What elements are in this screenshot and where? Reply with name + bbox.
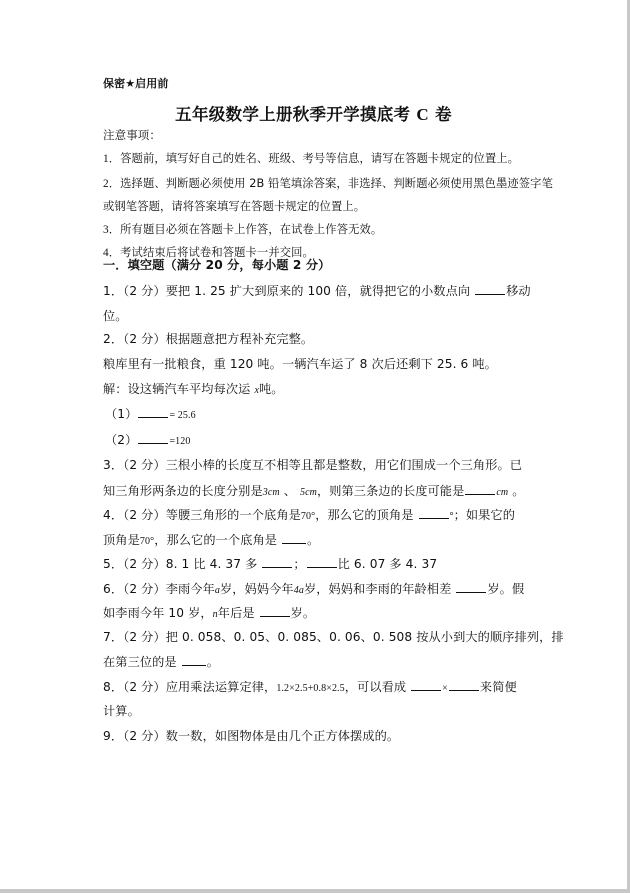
answer-blank[interactable] bbox=[411, 678, 441, 691]
answer-blank[interactable] bbox=[262, 555, 292, 568]
title-text: 五年级数学上册秋季开学摸底考 bbox=[175, 105, 411, 124]
question-1-cont: 位。 bbox=[103, 309, 128, 323]
notice-item-2-cont: 或钢笔答题，请将答案填写在答题卡规定的位置上。 bbox=[103, 200, 366, 213]
notice-item-2: 2．选择题、判断题必须使用 2B 铅笔填涂答案，非选择、判断题必须使用黑色墨迹签字笔 bbox=[103, 177, 553, 190]
answer-blank[interactable] bbox=[282, 531, 306, 544]
math-expression: 1.2×2.5+0.8×2.5 bbox=[276, 683, 345, 694]
question-3-cont: 知三角形两条边的长度分别是3cm 、 5cm，则第三条边的长度可能是 cm 。 bbox=[103, 484, 525, 498]
question-3: 3．（2 分）三根小棒的长度互不相等且都是整数，用它们围成一个三角形。已 bbox=[103, 458, 523, 472]
answer-blank[interactable] bbox=[475, 282, 505, 295]
answer-blank[interactable] bbox=[449, 678, 479, 691]
question-2-eq2: （2） =120 bbox=[105, 433, 191, 447]
question-7-cont: 在第三位的是 。 bbox=[103, 655, 219, 669]
question-2: 2．（2 分）根据题意把方程补充完整。 bbox=[103, 332, 314, 346]
question-9: 9．（2 分）数一数，如图物体是由几个正方体摆成的。 bbox=[103, 729, 400, 743]
answer-blank[interactable] bbox=[138, 431, 168, 444]
answer-blank[interactable] bbox=[419, 506, 449, 519]
notice-item-3: 3．所有题目必须在答题卡上作答，在试卷上作答无效。 bbox=[103, 223, 383, 236]
answer-blank[interactable] bbox=[456, 580, 486, 593]
question-6-cont: 如李雨今年 10 岁，n年后是 岁。 bbox=[103, 606, 316, 620]
notice-item-4: 4．考试结束后将试卷和答题卡一并交回。 bbox=[103, 246, 314, 259]
section-heading: 一．填空题（满分 20 分，每小题 2 分） bbox=[103, 258, 331, 272]
question-2-solution: 解：设这辆汽车平均每次运 x吨。 bbox=[103, 382, 284, 396]
answer-blank[interactable] bbox=[138, 405, 168, 418]
question-1: 1．（2 分）要把 1. 25 扩大到原来的 100 倍，就得把它的小数点向 移动 bbox=[103, 284, 531, 298]
notice-heading: 注意事项： bbox=[103, 128, 161, 142]
question-4: 4．（2 分）等腰三角形的一个底角是70°，那么它的顶角是 °；如果它的 bbox=[103, 508, 516, 522]
title-letter: C bbox=[416, 105, 429, 124]
answer-blank[interactable] bbox=[182, 653, 206, 666]
question-4-cont: 顶角是70°，那么它的一个底角是 。 bbox=[103, 533, 320, 547]
confidential-label: 保密★启用前 bbox=[103, 77, 169, 90]
page-title bbox=[0, 101, 627, 125]
question-8-cont: 计算。 bbox=[103, 704, 140, 718]
question-6: 6．（2 分）李雨今年a岁，妈妈今年4a岁，妈妈和李雨的年龄相差 岁。假 bbox=[103, 582, 525, 596]
question-8: 8．（2 分）应用乘法运算定律，1.2×2.5+0.8×2.5，可以看成 × 来简便 bbox=[103, 680, 517, 694]
answer-blank[interactable] bbox=[260, 604, 290, 617]
notice-item-1: 1．答题前，填写好自己的姓名、班级、考号等信息，请写在答题卡规定的位置上。 bbox=[103, 152, 520, 165]
answer-blank[interactable] bbox=[307, 555, 337, 568]
answer-blank[interactable] bbox=[465, 482, 495, 495]
question-7: 7．（2 分）把 0. 058、0. 05、0. 085、0. 06、0. 508 按从小到大的顺序排列，排 bbox=[103, 630, 564, 644]
question-2-problem: 粮库里有一批粮食，重 120 吨。一辆汽车运了 8 次后还剩下 25. 6 吨。 bbox=[103, 357, 497, 371]
title-suffix: 卷 bbox=[435, 105, 452, 124]
var-x: x bbox=[254, 385, 259, 396]
question-2-eq1: （1） = 25.6 bbox=[105, 407, 196, 421]
question-5: 5．（2 分）8. 1 比 4. 37 多 ； 比 6. 07 多 4. 37 bbox=[103, 557, 438, 571]
